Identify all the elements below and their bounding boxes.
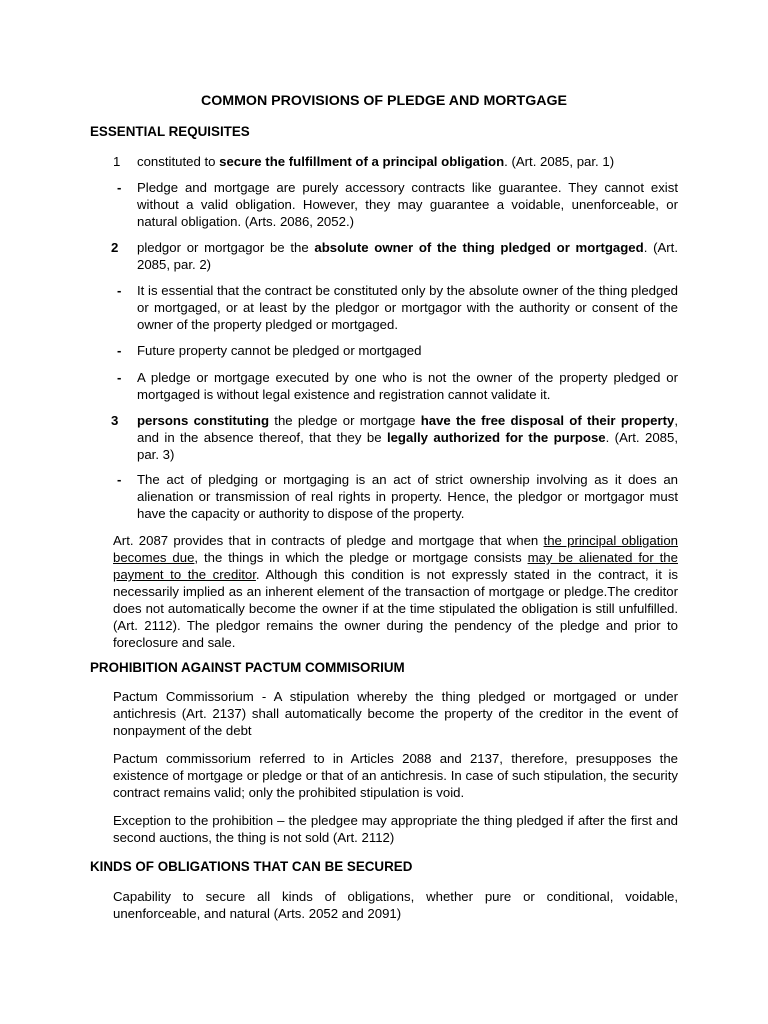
dash-bullet: -: [117, 343, 122, 358]
art-2087-paragraph: Art. 2087 provides that in contracts of pledge and mortgage that when the principal obligation becomes due, the things in which the pledge or mortgage consists may be alienated for the payment to the creditor. Although this condition is not expressly stated in the contract, it is necessarily implied as an inherent element of the transaction of mortgage or pledge.The creditor does not automatically become the owner if at the time stipulated the obligation is still unfulfilled. (Art. 2112). The pledgor remains the owner during the pendency of the pledge and prior to foreclosure and sale.: [113, 533, 679, 650]
requisite-3-text: persons constituting the pledge or mortgage have the free disposal of their property, and in the absence thereof, that they be legally authorized for the purpose. (Art. 2085, par. 3): [137, 413, 678, 462]
dash-bullet: -: [117, 283, 122, 298]
heading-pactum-commisorium: PROHIBITION AGAINST PACTUM COMMISORIUM: [90, 660, 405, 675]
page-title: COMMON PROVISIONS OF PLEDGE AND MORTGAGE: [201, 93, 567, 109]
requisite-number-3: 3: [111, 413, 119, 428]
requisite-2-note-owner: It is essential that the contract be constituted only by the absolute owner of the thing pledged or mortgaged, or at least by the pledgor or mortgagor with the authority or consent of the owner of the property pledged or mortgaged.: [137, 283, 678, 332]
heading-essential-requisites: ESSENTIAL REQUISITES: [90, 124, 250, 139]
pactum-exception: Exception to the prohibition – the pledgee may appropriate the thing pledged if after the first and second auctions, the thing is not sold (Art. 2112): [113, 813, 678, 845]
requisite-3-note: The act of pledging or mortgaging is an act of strict ownership involving as it does an alienation or transmission of real rights in property. Hence, the pledgor or mortgagor must have the capacity or authority to dispose of the property.: [137, 472, 678, 521]
dash-bullet: -: [117, 370, 122, 385]
requisite-2-text: pledgor or mortgagor be the absolute owner of the thing pledged or mortgaged. (Art. 2085, par. 2): [137, 240, 678, 272]
pactum-definition: Pactum Commissorium - A stipulation whereby the thing pledged or mortgaged or under antichresis (Art. 2137) shall automatically become the property of the creditor in the event of nonpayment of the debt: [113, 689, 678, 738]
requisite-2-note-future-property: Future property cannot be pledged or mortgaged: [137, 343, 422, 358]
requisite-1-note: Pledge and mortgage are purely accessory contracts like guarantee. They cannot exist without a valid obligation. However, they may guarantee a voidable, unenforceable, or natural obligation. (Arts. 2086, 2052.): [137, 180, 678, 229]
kinds-capability: Capability to secure all kinds of obligations, whether pure or conditional, voidable, unenforceable, and natural (Arts. 2052 and 2091): [113, 889, 678, 921]
dash-bullet: -: [117, 180, 122, 195]
pactum-presupposition: Pactum commissorium referred to in Articles 2088 and 2137, therefore, presupposes the existence of mortgage or pledge or that of an antichresis. In case of such stipulation, the security contract remains valid; only the prohibited stipulation is void.: [113, 751, 678, 800]
requisite-number-2: 2: [111, 240, 119, 255]
dash-bullet: -: [117, 472, 122, 487]
requisite-number-1: 1: [113, 154, 121, 169]
heading-kinds-of-obligations: KINDS OF OBLIGATIONS THAT CAN BE SECURED: [90, 859, 413, 874]
requisite-2-note-non-owner: A pledge or mortgage executed by one who is not the owner of the property pledged or mortgaged is without legal existence and registration cannot validate it.: [137, 370, 678, 402]
requisite-1-text: constituted to secure the fulfillment of a principal obligation. (Art. 2085, par. 1): [137, 154, 615, 169]
